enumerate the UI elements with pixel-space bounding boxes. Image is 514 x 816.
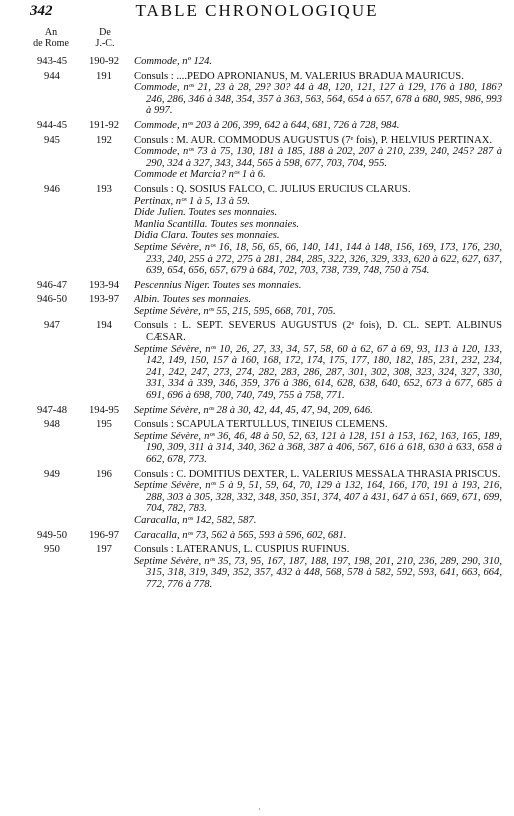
- year-jc: 193-94: [88, 279, 119, 291]
- entry-content: [134, 320, 502, 401]
- year-jc: 196: [96, 468, 112, 480]
- entry-content: [134, 530, 502, 542]
- page-number: 342: [30, 3, 53, 19]
- entry-content: [134, 419, 502, 465]
- coin-reference-line: Septime Sévère, nᵒˢ 36, 46, 48 à 50, 52, 63, 121 à 128, 151 à 153, 162, 163, 165, 189, 190, 309, 311 à 314, 340, 362 à 368, 387 à 406, 567, 616 à 618, 630 à 633, 658 à 662, 678, 773.: [134, 430, 502, 465]
- column-heading-rome-line: de Rome: [33, 37, 69, 49]
- consuls-line: Consuls : SCAPULA TERTULLUS, TINEIUS CLEMENS.: [134, 419, 388, 431]
- chronology-entry: [0, 280, 514, 292]
- year-jc: 193: [96, 183, 112, 195]
- column-heading-rome-line: An: [44, 27, 58, 38]
- year-jc: 196-97: [88, 529, 119, 541]
- year-jc: 191: [96, 70, 112, 82]
- coin-reference-line: Commode et Marcia? nᵒˢ 1 à 6.: [134, 169, 266, 181]
- year-jc: 197: [96, 544, 112, 556]
- column-heading-jc: [82, 28, 128, 49]
- year-rome: 948: [44, 419, 60, 431]
- year-jc: 195: [96, 419, 112, 431]
- consuls-line: Consuls : LATERANUS, L. CUSPIUS RUFINUS.: [134, 544, 350, 556]
- coin-reference-line: Commode, nᵒˢ 203 à 206, 399, 642 à 644, 681, 726 à 728, 984.: [134, 119, 400, 131]
- entry-content: [134, 405, 502, 417]
- chronology-entry: [0, 56, 514, 68]
- year-jc: 194: [96, 320, 112, 332]
- consuls-line: Consuls : C. DOMITIUS DEXTER, L. VALERIUS MESSALA THRASIA PRISCUS.: [134, 468, 501, 480]
- coin-reference-line: Septime Sévère, nᵒˢ 10, 26, 27, 33, 34, 57, 58, 60 à 62, 67 à 69, 93, 113 à 120, 133, 142, 149, 150, 157 à 160, 168, 172, 174, 175, 177, 180, 182, 185, 231, 232, 234, 241, 242, 247, 273, 274, 282, 283, 286, 287, 301, 302, 308, 323, 324, 327, 330, 331, 334 à 339, 346, 359, 376 à 386, 614, 628, 638, 640, 652, 673 à 677, 685 à 691, 696 à 698, 700, 740, 749, 755 à 758, 771.: [134, 343, 502, 402]
- coin-reference-line: Commode, nᵒˢ 21, 23 à 28, 29? 30? 44 à 48, 120, 121, 127 à 129, 176 à 180, 186? 246, 286, 346 à 348, 354, 357 à 363, 563, 564, 654 à 657, 678 à 680, 985, 986, 993 à 997.: [134, 82, 502, 117]
- column-heading-jc-line: J.-C.: [95, 37, 115, 49]
- coin-reference-line: Septime Sévère, nᵒˢ 16, 18, 56, 65, 66, 140, 141, 144 à 148, 156, 169, 173, 176, 230, 233, 240, 255 à 272, 275 à 281, 284, 285, 322, 326, 329, 333, 620 à 622, 627, 637, 639, 654, 656, 657, 679 à 684, 702, 703, 738, 739, 748, 750 à 754.: [134, 241, 502, 277]
- coin-reference-line: Septime Sévère, nᵒˢ 55, 215, 595, 668, 701, 705.: [134, 305, 336, 317]
- page-header: [0, 1, 514, 26]
- coin-reference-line: Commode, nᵒˢ 73 à 75, 130, 181 à 185, 188 à 202, 207 à 210, 239, 240, 245? 287 à 290, 324 à 327, 343, 344, 565 à 598, 677, 703, 704, 955.: [134, 146, 502, 169]
- consuls-line: Consuls : L. SEPT. SEVERUS AUGUSTUS (2ᵉ fois), D. CL. SEPT. ALBINUS CÆSAR.: [134, 320, 502, 344]
- coin-reference-line: Albin. Toutes ses monnaies.: [134, 294, 252, 306]
- coin-reference-line: Pescennius Niger. Toutes ses monnaies.: [134, 279, 302, 291]
- entry-content: [134, 120, 502, 132]
- chronology-entry: [0, 530, 514, 542]
- coin-reference-line: Manlia Scantilla. Toutes ses monnaies.: [134, 218, 299, 230]
- year-jc: 191-92: [88, 119, 119, 131]
- year-rome: 943-45: [36, 56, 67, 67]
- entry-content: [134, 71, 502, 117]
- chronology-entry: [0, 419, 514, 465]
- chronology-entry: [0, 135, 514, 181]
- chronology-entry: [0, 71, 514, 117]
- consuls-line: Consuls : ....PEDO APRONIANUS, M. VALERIUS BRADUA MAURICUS.: [134, 70, 464, 82]
- coin-reference-line: Pertinax, nᵒˢ 1 à 5, 13 à 59.: [134, 195, 250, 207]
- year-rome: 947: [44, 320, 60, 332]
- year-rome: 944-45: [36, 119, 67, 131]
- chronology-entry: [0, 469, 514, 527]
- chronology-entries: [0, 56, 514, 594]
- year-rome: 946-50: [36, 294, 67, 306]
- entry-content: [134, 544, 502, 590]
- chronology-entry: [0, 184, 514, 277]
- entry-content: [134, 294, 502, 317]
- coin-reference-line: Septime Sévère, nᵒˢ 5 à 9, 51, 59, 64, 70, 129 à 132, 164, 166, 170, 191 à 193, 216, 288, 303 à 305, 328, 332, 348, 350, 351, 374, 407 à 431, 647 à 651, 669, 671, 699, 704, 782, 783.: [134, 480, 502, 515]
- coin-reference-line: Commode, nº 124.: [134, 56, 213, 67]
- year-rome: 950: [44, 544, 60, 556]
- column-heading-jc-line: De: [99, 27, 111, 38]
- year-jc: 193-97: [88, 294, 119, 306]
- coin-reference-line: Didia Clara. Toutes ses monnaies.: [134, 230, 280, 242]
- entry-content: [134, 280, 502, 292]
- year-rome: 944: [44, 70, 60, 82]
- coin-reference-line: Septime Sévère, nᵒˢ 35, 73, 95, 167, 187, 188, 197, 198, 201, 210, 236, 289, 290, 310, 315, 318, 319, 349, 352, 357, 432 à 448, 568, 578 à 582, 592, 593, 641, 663, 664, 772, 776 à 778.: [134, 555, 502, 590]
- chronology-entry: [0, 120, 514, 132]
- coin-reference-line: Septime Sévère, nᵒˢ 28 à 30, 42, 44, 45, 47, 94, 209, 646.: [134, 404, 373, 416]
- entry-content: [134, 56, 502, 68]
- entry-content: [134, 184, 502, 277]
- consuls-line: Consuls : Q. SOSIUS FALCO, C. JULIUS ERUCIUS CLARUS.: [134, 183, 411, 195]
- running-title: TABLE CHRONOLOGIQUE: [135, 1, 379, 20]
- year-rome: 949: [44, 468, 60, 480]
- year-rome: 945: [44, 134, 60, 146]
- coin-reference-line: Caracalla, nᵒˢ 142, 582, 587.: [134, 514, 257, 526]
- year-rome: 946: [44, 183, 60, 195]
- year-jc: 192: [96, 134, 112, 146]
- consuls-line: Consuls : M. AUR. COMMODUS AUGUSTUS (7ᵉ fois), P. HELVIUS PERTINAX.: [134, 134, 493, 146]
- year-jc: 190-92: [88, 56, 119, 67]
- page-end-mark: ·: [258, 805, 261, 814]
- coin-reference-line: Dide Julien. Toutes ses monnaies.: [134, 207, 278, 219]
- column-heading-rome: [22, 28, 80, 49]
- chronology-entry: [0, 294, 514, 317]
- entry-content: [134, 469, 502, 527]
- year-rome: 947-48: [36, 404, 67, 416]
- year-jc: 194-95: [88, 404, 119, 416]
- entry-content: [134, 135, 502, 181]
- year-rome: 949-50: [36, 529, 67, 541]
- year-rome: 946-47: [36, 279, 67, 291]
- chronology-entry: [0, 320, 514, 401]
- chronology-entry: [0, 405, 514, 417]
- coin-reference-line: Caracalla, nᵒˢ 73, 562 à 565, 593 à 596, 602, 681.: [134, 529, 347, 541]
- column-headings: [22, 28, 132, 54]
- chronology-entry: [0, 544, 514, 590]
